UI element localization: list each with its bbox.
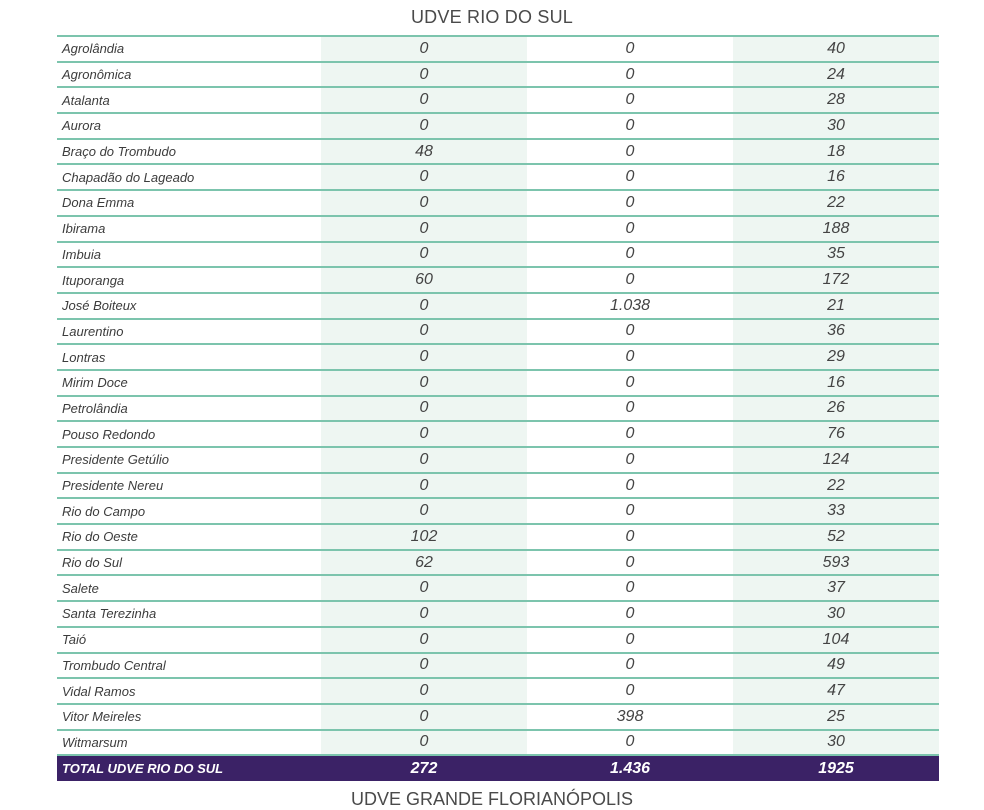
value-col-3: 104	[733, 627, 939, 653]
value-col-2: 0	[527, 396, 733, 422]
value-col-1: 0	[321, 447, 527, 473]
value-col-1: 0	[321, 730, 527, 756]
value-col-1: 0	[321, 293, 527, 319]
municipio-cell: Rio do Campo	[57, 498, 321, 524]
table-row	[57, 473, 939, 499]
municipio-cell: Mirim Doce	[57, 370, 321, 396]
value-col-1: 0	[321, 113, 527, 139]
value-col-1: 62	[321, 550, 527, 576]
value-col-2: 0	[527, 370, 733, 396]
value-col-3: 40	[733, 36, 939, 62]
value-col-1: 0	[321, 601, 527, 627]
value-col-1: 0	[321, 344, 527, 370]
value-col-3: 28	[733, 87, 939, 113]
table-row	[57, 62, 939, 88]
value-col-1: 0	[321, 678, 527, 704]
table-row	[57, 601, 939, 627]
udve-table	[57, 35, 939, 781]
table-row	[57, 550, 939, 576]
value-col-2: 0	[527, 190, 733, 216]
value-col-3: 593	[733, 550, 939, 576]
table-row	[57, 293, 939, 319]
value-col-1: 60	[321, 267, 527, 293]
table-row	[57, 164, 939, 190]
value-col-2: 0	[527, 575, 733, 601]
value-col-3: 35	[733, 242, 939, 268]
value-col-1: 102	[321, 524, 527, 550]
value-col-1: 0	[321, 36, 527, 62]
value-col-2: 0	[527, 267, 733, 293]
municipio-cell: Braço do Trombudo	[57, 139, 321, 165]
value-col-3: 52	[733, 524, 939, 550]
value-col-1: 0	[321, 62, 527, 88]
value-col-3: 36	[733, 319, 939, 345]
value-col-1: 0	[321, 319, 527, 345]
table-row	[57, 36, 939, 62]
municipio-cell: Agronômica	[57, 62, 321, 88]
value-col-1: 0	[321, 704, 527, 730]
value-col-1: 0	[321, 370, 527, 396]
municipio-cell: Imbuia	[57, 242, 321, 268]
value-col-1: 0	[321, 164, 527, 190]
municipio-cell: Chapadão do Lageado	[57, 164, 321, 190]
section-title: UDVE RIO DO SUL	[410, 7, 574, 27]
municipio-cell: Presidente Nereu	[57, 473, 321, 499]
municipio-cell: José Boiteux	[57, 293, 321, 319]
value-col-2: 0	[527, 653, 733, 679]
value-col-2: 0	[527, 36, 733, 62]
municipio-cell: Salete	[57, 575, 321, 601]
table-row	[57, 396, 939, 422]
value-col-2: 0	[527, 164, 733, 190]
municipio-cell: Atalanta	[57, 87, 321, 113]
municipio-cell: Rio do Oeste	[57, 524, 321, 550]
value-col-2: 0	[527, 678, 733, 704]
total-col-2: 1.436	[527, 755, 733, 781]
total-row	[57, 755, 939, 781]
table-row	[57, 139, 939, 165]
municipio-cell: Dona Emma	[57, 190, 321, 216]
table-row	[57, 242, 939, 268]
municipio-cell: Petrolândia	[57, 396, 321, 422]
total-col-3: 1925	[733, 755, 939, 781]
value-col-1: 0	[321, 575, 527, 601]
value-col-2: 0	[527, 730, 733, 756]
table-row	[57, 216, 939, 242]
municipio-cell: Aurora	[57, 113, 321, 139]
value-col-2: 0	[527, 498, 733, 524]
value-col-2: 0	[527, 601, 733, 627]
value-col-2: 0	[527, 113, 733, 139]
value-col-3: 16	[733, 370, 939, 396]
table-row	[57, 678, 939, 704]
municipio-cell: Agrolândia	[57, 36, 321, 62]
value-col-3: 22	[733, 473, 939, 499]
municipio-cell: Witmarsum	[57, 730, 321, 756]
table-row	[57, 653, 939, 679]
municipio-cell: Ituporanga	[57, 267, 321, 293]
table-row	[57, 627, 939, 653]
municipio-cell: Santa Terezinha	[57, 601, 321, 627]
value-col-3: 21	[733, 293, 939, 319]
value-col-3: 26	[733, 396, 939, 422]
municipio-cell: Vidal Ramos	[57, 678, 321, 704]
next-section-title: UDVE GRANDE FLORIANÓPOLIS	[350, 789, 634, 809]
value-col-2: 0	[527, 87, 733, 113]
total-col-1: 272	[321, 755, 527, 781]
total-label: TOTAL UDVE RIO DO SUL	[57, 755, 321, 781]
municipio-cell: Ibirama	[57, 216, 321, 242]
table-row	[57, 370, 939, 396]
value-col-2: 398	[527, 704, 733, 730]
value-col-2: 0	[527, 344, 733, 370]
value-col-3: 188	[733, 216, 939, 242]
table-row	[57, 730, 939, 756]
value-col-3: 30	[733, 730, 939, 756]
value-col-2: 0	[527, 139, 733, 165]
value-col-2: 0	[527, 447, 733, 473]
value-col-3: 29	[733, 344, 939, 370]
value-col-1: 0	[321, 242, 527, 268]
municipio-cell: Pouso Redondo	[57, 421, 321, 447]
municipio-cell: Lontras	[57, 344, 321, 370]
table-row	[57, 319, 939, 345]
value-col-3: 49	[733, 653, 939, 679]
value-col-3: 16	[733, 164, 939, 190]
value-col-2: 1.038	[527, 293, 733, 319]
value-col-1: 0	[321, 396, 527, 422]
value-col-3: 25	[733, 704, 939, 730]
value-col-1: 0	[321, 473, 527, 499]
table-row	[57, 190, 939, 216]
value-col-3: 47	[733, 678, 939, 704]
value-col-2: 0	[527, 627, 733, 653]
value-col-1: 48	[321, 139, 527, 165]
value-col-1: 0	[321, 87, 527, 113]
value-col-1: 0	[321, 216, 527, 242]
value-col-3: 37	[733, 575, 939, 601]
municipio-cell: Taió	[57, 627, 321, 653]
municipio-cell: Rio do Sul	[57, 550, 321, 576]
value-col-3: 18	[733, 139, 939, 165]
value-col-3: 172	[733, 267, 939, 293]
municipio-cell: Laurentino	[57, 319, 321, 345]
table-row	[57, 344, 939, 370]
value-col-3: 33	[733, 498, 939, 524]
table-row	[57, 704, 939, 730]
municipio-cell: Vitor Meireles	[57, 704, 321, 730]
value-col-3: 30	[733, 113, 939, 139]
municipio-cell: Trombudo Central	[57, 653, 321, 679]
value-col-3: 30	[733, 601, 939, 627]
value-col-2: 0	[527, 319, 733, 345]
table-row	[57, 575, 939, 601]
value-col-1: 0	[321, 421, 527, 447]
value-col-2: 0	[527, 62, 733, 88]
value-col-2: 0	[527, 550, 733, 576]
table-row	[57, 267, 939, 293]
value-col-2: 0	[527, 216, 733, 242]
value-col-1: 0	[321, 627, 527, 653]
value-col-2: 0	[527, 421, 733, 447]
table-row	[57, 447, 939, 473]
value-col-3: 76	[733, 421, 939, 447]
value-col-1: 0	[321, 653, 527, 679]
value-col-2: 0	[527, 524, 733, 550]
value-col-2: 0	[527, 242, 733, 268]
table-row	[57, 87, 939, 113]
value-col-2: 0	[527, 473, 733, 499]
table-body	[57, 36, 939, 781]
value-col-3: 124	[733, 447, 939, 473]
table-row	[57, 113, 939, 139]
value-col-3: 22	[733, 190, 939, 216]
municipio-cell: Presidente Getúlio	[57, 447, 321, 473]
value-col-3: 24	[733, 62, 939, 88]
table-row	[57, 421, 939, 447]
table-row	[57, 524, 939, 550]
value-col-1: 0	[321, 190, 527, 216]
table-row	[57, 498, 939, 524]
value-col-1: 0	[321, 498, 527, 524]
